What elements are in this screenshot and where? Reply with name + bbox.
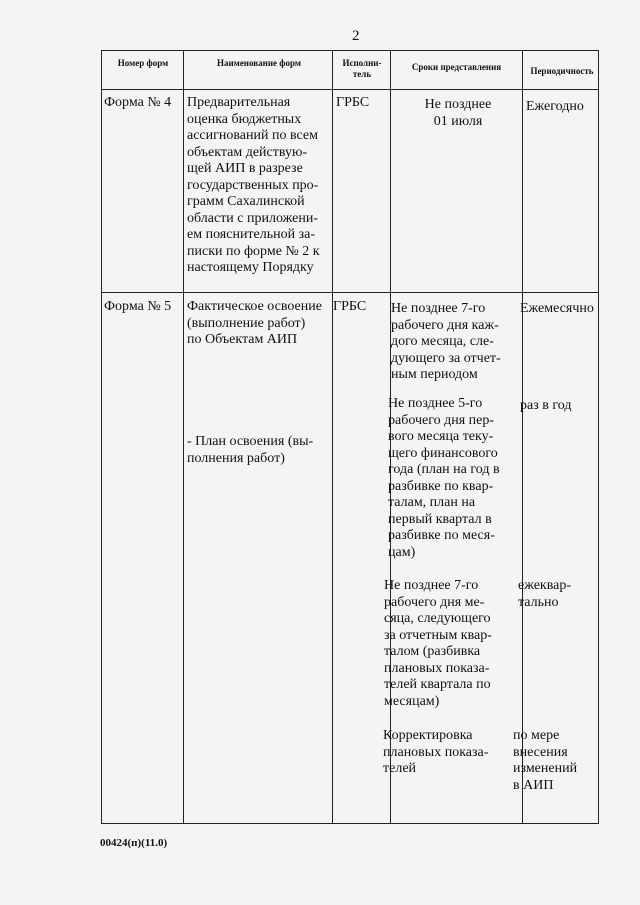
- form-5-name: [187, 299, 332, 349]
- text-line: за отчетным квар-: [384, 627, 492, 643]
- header-form-number: Номер форм: [117, 58, 169, 68]
- column-divider: [332, 51, 333, 823]
- text-line: плановых показа-: [384, 660, 490, 676]
- text-line: первый квартал в: [388, 511, 492, 527]
- form-5-executor: ГРБС: [333, 299, 367, 314]
- form-4-executor: ГРБС: [336, 95, 370, 110]
- text-line: ежеквар-: [518, 578, 572, 593]
- header-executor: [334, 58, 390, 80]
- text-line: Не позднее 5-го: [388, 396, 483, 411]
- form-number-4: Форма № 4: [104, 95, 172, 110]
- text-line: рабочего дня пер-: [388, 412, 495, 428]
- text-line: Корректировка: [383, 728, 473, 743]
- text-line: Предварительная: [187, 95, 291, 110]
- correction-periodicity: [513, 728, 577, 794]
- header-executor-line2: тель: [352, 69, 372, 79]
- plan-periodicity: раз в год: [520, 398, 572, 413]
- text-line: щей АИП в разрезе: [187, 161, 303, 176]
- text-line: рабочего дня ме-: [384, 594, 485, 610]
- forms-table: [101, 50, 599, 824]
- form-4-deadline: [394, 97, 522, 130]
- form-4-name: [187, 95, 332, 277]
- text-line: ем пояснительной за-: [187, 227, 316, 242]
- form-5-periodicity-monthly: Ежемесячно: [520, 301, 594, 316]
- text-line: дующего за отчет-: [391, 350, 501, 366]
- text-line: Не позднее 7-го: [384, 578, 479, 593]
- text-line: (выполнение работ): [187, 315, 306, 331]
- text-line: в АИП: [513, 777, 554, 793]
- text-line: объектам действую-: [187, 144, 308, 160]
- text-line: настоящему Порядку: [187, 260, 314, 275]
- text-line: талом (разбивка: [384, 644, 481, 659]
- text-line: дого месяца, сле-: [391, 334, 494, 349]
- text-line: года (план на год в: [388, 462, 500, 477]
- text-line: оценка бюджетных: [187, 111, 302, 127]
- text-line: Фактическое освоение: [187, 299, 322, 314]
- plan-name: [187, 434, 332, 467]
- document-code: 00424(п)(11.0): [100, 837, 168, 849]
- text-line: полнения работ): [187, 450, 285, 466]
- text-line: - План освоения (вы-: [187, 434, 314, 449]
- text-line: грамм Сахалинской: [187, 194, 305, 209]
- text-line: Не позднее 7-го: [391, 301, 486, 316]
- text-line: изменений: [513, 761, 578, 776]
- header-deadlines: Сроки представления: [411, 62, 502, 72]
- page-number: 2: [352, 28, 360, 44]
- text-line: разбивке по меся-: [388, 528, 495, 543]
- text-line: ассигнований по всем: [187, 128, 318, 143]
- quarterly-periodicity: [518, 578, 571, 611]
- text-line: телей квартала по: [384, 677, 491, 692]
- header-form-name: Наименование форм: [217, 58, 301, 68]
- row-divider: [102, 292, 598, 293]
- text-line: плановых показа-: [383, 744, 489, 760]
- correction-deadline: [383, 728, 522, 778]
- header-divider: [102, 89, 598, 90]
- header-executor-line1: Исполни-: [342, 58, 382, 68]
- text-line: разбивке по квар-: [388, 478, 494, 494]
- text-line: внесения: [513, 744, 568, 760]
- text-line: ным периодом: [391, 367, 478, 382]
- plan-deadline: [388, 396, 522, 561]
- text-line: щего финансового: [388, 445, 498, 461]
- text-line: месяцам): [384, 693, 440, 709]
- text-line: области с приложени-: [187, 210, 318, 226]
- form-number-5: Форма № 5: [104, 299, 172, 314]
- column-divider: [522, 51, 523, 823]
- text-line: вого месяца теку-: [388, 429, 494, 444]
- text-line: Не позднее: [424, 97, 492, 112]
- text-line: по Объектам АИП: [187, 332, 298, 347]
- column-divider: [183, 51, 184, 823]
- quarterly-deadline: [384, 578, 522, 710]
- text-line: тально: [518, 594, 559, 610]
- text-line: телей: [383, 761, 417, 776]
- text-line: цам): [388, 544, 416, 560]
- text-line: 01 июля: [433, 113, 483, 129]
- text-line: рабочего дня каж-: [391, 317, 499, 333]
- text-line: государственных про-: [187, 177, 319, 193]
- header-periodicity: Периодичность: [530, 66, 594, 76]
- form-4-periodicity: Ежегодно: [526, 99, 584, 114]
- text-line: писки по форме № 2 к: [187, 243, 320, 259]
- text-line: по мере: [513, 728, 560, 743]
- text-line: сяца, следующего: [384, 611, 491, 626]
- text-line: талам, план на: [388, 495, 476, 510]
- form-5-deadline-monthly: [391, 301, 521, 384]
